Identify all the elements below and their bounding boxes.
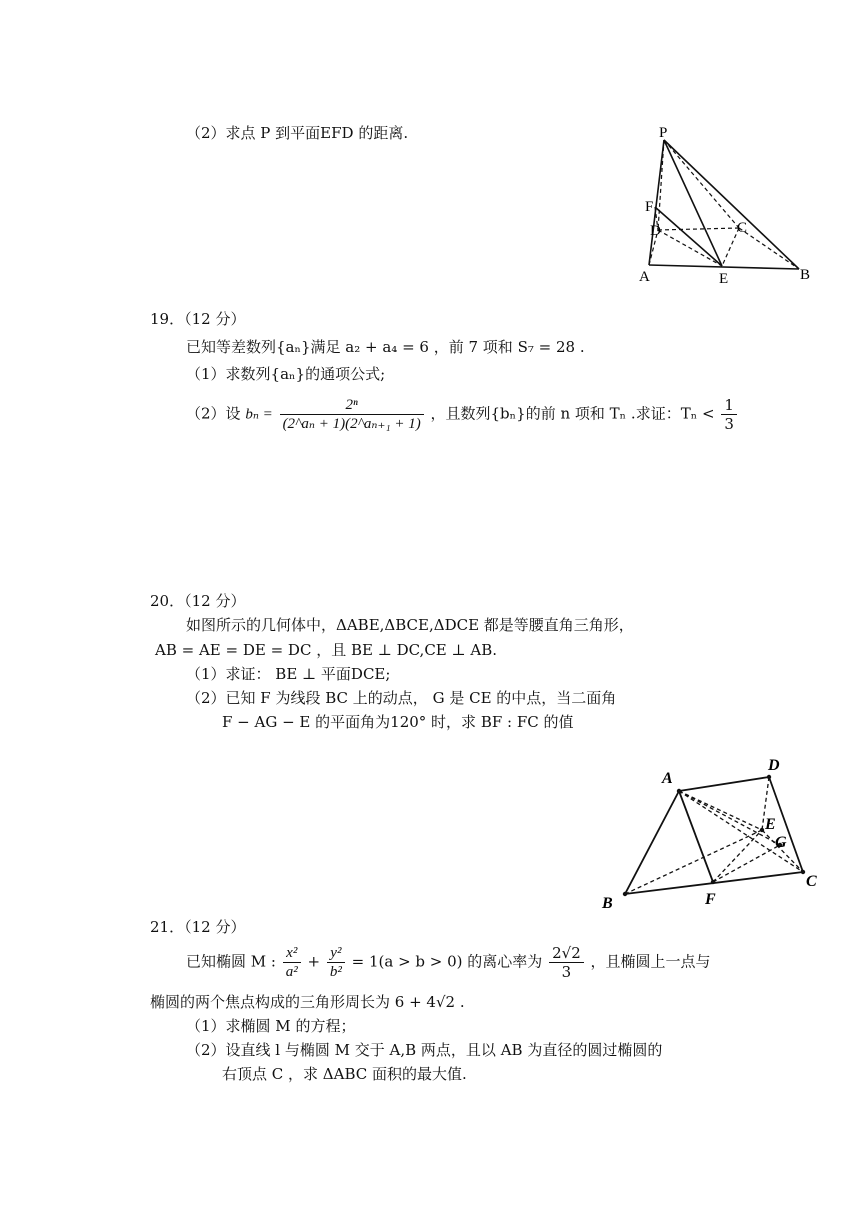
q21-header: 21．（12 分） [150, 918, 246, 936]
fig20-label-f: F [705, 891, 716, 908]
q21-y-fraction [327, 944, 345, 981]
q21-stem-prefix: 已知椭圆 M : [186, 952, 276, 971]
q20-stem2: AB = AE = DE = DC ，且 BE ⊥ DC,CE ⊥ AB. [155, 641, 498, 659]
q21-stem-mid: = 1(a > b > 0) 的离心率为 [351, 952, 543, 971]
q21-part1: （1）求椭圆 M 的方程； [186, 1017, 356, 1035]
q20-part1: （1）求证： BE ⊥ 平面DCE; [186, 665, 391, 683]
figure-18-pyramid [630, 120, 820, 290]
q21-part2b: 右顶点 C ，求 ΔABC 面积的最大值. [222, 1065, 467, 1083]
q20-header: 20．（12 分） [150, 592, 246, 610]
fig20-label-c: C [806, 873, 817, 890]
fig18-label-a: A [639, 269, 650, 285]
q21-stem2: 椭圆的两个焦点构成的三角形周长为 6 + 4√2 . [150, 993, 465, 1011]
q21-x-numerator: x² [283, 944, 301, 963]
fig18-label-d: D [650, 223, 661, 239]
fig18-label-p: P [659, 125, 668, 141]
fig20-label-a: A [662, 770, 673, 787]
fig18-label-b: B [800, 267, 811, 283]
q21-part2a: （2）设直线 l 与椭圆 M 交于 A,B 两点，且以 AB 为直径的圆过椭圆的 [186, 1041, 663, 1059]
q19-bound-denominator: 3 [724, 415, 734, 433]
q19-stem: 已知等差数列{aₙ}满足 a₂ + a₄ = 6 ，前 7 项和 S₇ = 28 . [186, 338, 585, 356]
q21-e-denominator: 3 [561, 963, 572, 981]
fig18-label-f: F [645, 199, 654, 215]
q21-eccentricity-fraction [549, 944, 584, 981]
q18-part2: （2）求点 P 到平面EFD 的距离. [186, 124, 409, 142]
q19-bound-fraction [721, 396, 737, 433]
q19-bn-numerator: 2ⁿ [280, 396, 424, 415]
q19-bn-denominator: (2^aₙ + 1)(2^aₙ₊₁ + 1) [282, 416, 421, 432]
fig20-label-e: E [765, 816, 776, 833]
q20-part2a: （2）已知 F 为线段 BC 上的动点， G 是 CE 的中点，当二面角 [186, 689, 617, 707]
q21-stem1 [186, 944, 711, 981]
q19-part2-suffix: ，且数列{bₙ}的前 n 项和 Tₙ .求证：Tₙ < [430, 404, 715, 423]
q21-x-denominator: a² [285, 964, 298, 980]
q19-bn-fraction [280, 396, 424, 433]
fig20-label-g: G [775, 834, 787, 851]
q21-y-denominator: b² [329, 964, 342, 980]
figure-20-solid [598, 755, 828, 915]
q21-y-numerator: y² [327, 944, 345, 963]
q19-bn-lhs: bₙ = [245, 406, 273, 423]
fig20-label-d: D [768, 757, 780, 774]
q20-stem1: 如图所示的几何体中，ΔABE,ΔBCE,ΔDCE 都是等腰直角三角形， [186, 616, 634, 634]
fig18-label-c: C [737, 220, 748, 236]
q21-e-numerator: 2√2 [549, 944, 584, 963]
q19-bound-numerator: 1 [721, 396, 737, 415]
fig18-label-e: E [719, 271, 729, 287]
q21-x-fraction [283, 944, 301, 981]
q19-part2 [186, 396, 739, 433]
fig20-label-b: B [602, 895, 613, 912]
q19-part2-prefix: （2）设 [186, 404, 241, 423]
q21-stem-suffix: ，且椭圆上一点与 [590, 952, 711, 971]
q19-part1: （1）求数列{aₙ}的通项公式; [186, 365, 386, 383]
q20-part2b: F − AG − E 的平面角为120° 时，求 BF : FC 的值 [222, 713, 574, 731]
q21-plus: + [307, 952, 321, 971]
q19-header: 19．（12 分） [150, 310, 246, 328]
